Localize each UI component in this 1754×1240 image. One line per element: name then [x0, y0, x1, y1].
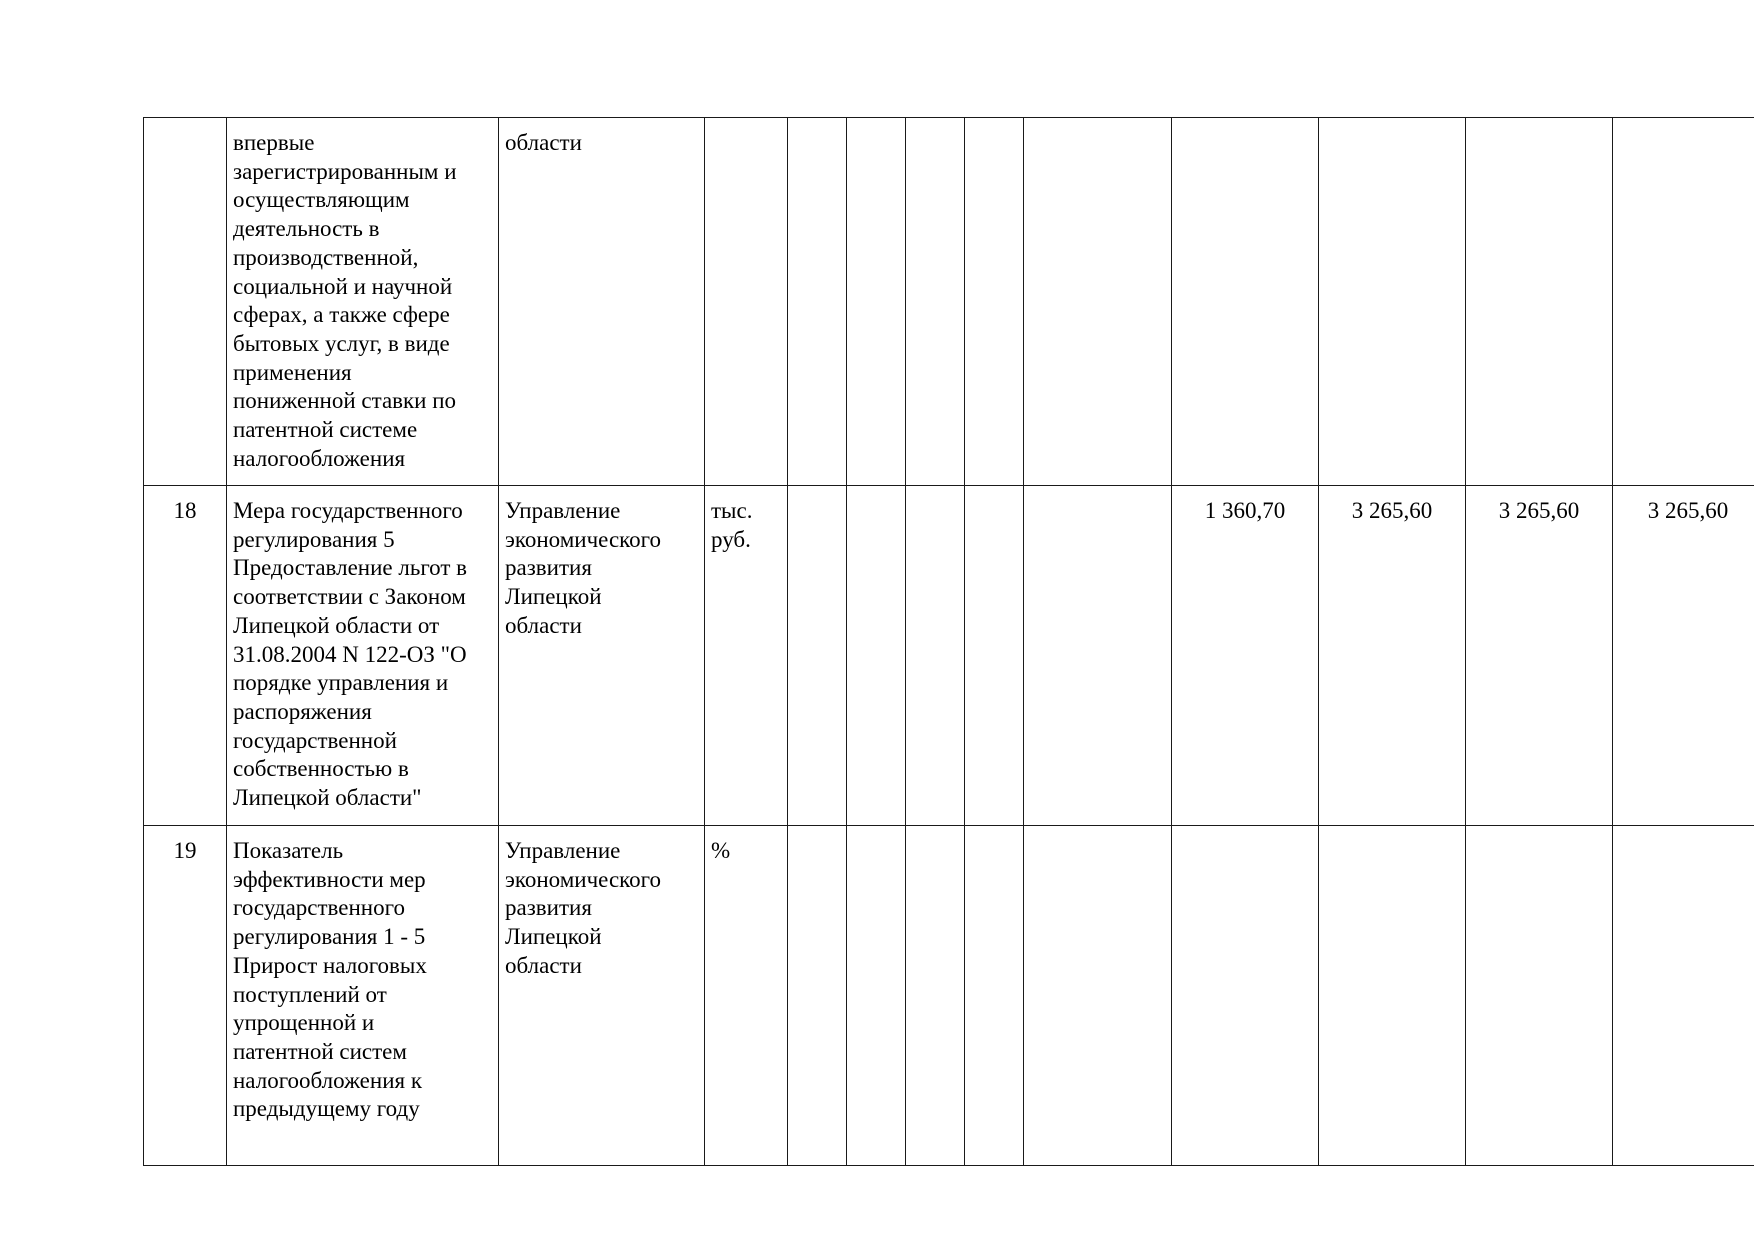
value-cell: [1319, 118, 1466, 486]
measure-name-line: распоряжения: [233, 698, 372, 724]
indicators-table: [143, 117, 1754, 1166]
measure-name-cell: [227, 826, 499, 1166]
measure-name-line: Предоставление льгот в: [233, 555, 468, 581]
measure-name-line: социальной и научной: [233, 273, 453, 299]
measure-name-line: порядке управления и: [233, 670, 449, 696]
responsible-line: области: [505, 612, 582, 638]
empty-cell: [847, 826, 906, 1166]
empty-cell: [906, 826, 965, 1166]
table-row: [144, 486, 1754, 826]
responsible-line: развития: [505, 895, 592, 921]
value-cell: 3 265,60: [1613, 486, 1754, 826]
responsible-line: Управление: [505, 838, 621, 863]
measure-name-line: Липецкой области": [233, 785, 422, 811]
unit-line: %: [711, 838, 731, 863]
measure-name-line: Липецкой области от: [233, 612, 440, 638]
measure-name-cell: [227, 486, 499, 826]
measure-name-line: пониженной ставки по: [233, 388, 457, 414]
empty-cell: [847, 118, 906, 486]
empty-cell: [847, 486, 906, 826]
value-cell: [1172, 826, 1319, 1166]
measure-name-cell: [227, 118, 499, 486]
measure-name-line: налогообложения: [233, 445, 406, 471]
empty-cell: [906, 486, 965, 826]
measure-name-line: патентной системе: [233, 417, 418, 443]
responsible-line: экономического: [505, 526, 662, 552]
unit-line: тыс.: [711, 498, 753, 523]
empty-cell: [788, 826, 847, 1166]
empty-cell: [788, 118, 847, 486]
empty-cell: [1024, 486, 1172, 826]
responsible-cell: [499, 826, 705, 1166]
measure-name-line: поступлений от: [233, 981, 387, 1007]
measure-name-line: государственной: [233, 727, 397, 753]
responsible-cell: [499, 118, 705, 486]
value-cell: 3 265,60: [1466, 486, 1613, 826]
empty-cell: [788, 486, 847, 826]
unit-cell: [705, 486, 788, 826]
measure-name-line: 31.08.2004 N 122-ОЗ "О: [233, 641, 467, 667]
value-cell: 3 265,60: [1319, 486, 1466, 826]
value-cell: [1613, 826, 1754, 1166]
measure-name-line: осуществляющим: [233, 187, 410, 213]
measure-name-line: бытовых услуг, в виде: [233, 330, 450, 356]
measure-name-line: соответствии с Законом: [233, 584, 466, 610]
value-cell: [1466, 826, 1613, 1166]
table-row: [144, 118, 1754, 486]
empty-cell: [965, 118, 1024, 486]
measure-name-line: регулирования 5: [233, 526, 395, 552]
measure-name-line: применения: [233, 359, 352, 385]
row-number-cell: 18: [144, 486, 227, 826]
measure-name-line: регулирования 1 - 5: [233, 924, 426, 950]
unit-cell: [705, 118, 788, 486]
measure-name-line: патентной систем: [233, 1038, 407, 1064]
measure-name-line: эффективности мер: [233, 866, 426, 892]
value-cell: [1319, 826, 1466, 1166]
empty-cell: [906, 118, 965, 486]
measure-name-line: упрощенной и: [233, 1010, 375, 1036]
measure-name-line: предыдущему году: [233, 1096, 420, 1122]
measure-name-line: производственной,: [233, 244, 419, 270]
empty-cell: [1024, 118, 1172, 486]
value-cell: [1613, 118, 1754, 486]
measure-name-line: Прирост налоговых: [233, 952, 427, 978]
unit-line: руб.: [711, 526, 751, 552]
measure-name-line: впервые: [233, 130, 315, 155]
responsible-line: области: [505, 952, 582, 978]
empty-cell: [965, 826, 1024, 1166]
table-row: [144, 826, 1754, 1166]
responsible-line: области: [505, 130, 582, 155]
value-cell: [1172, 118, 1319, 486]
unit-cell: [705, 826, 788, 1166]
value-cell: 1 360,70: [1172, 486, 1319, 826]
empty-cell: [1024, 826, 1172, 1166]
responsible-line: Липецкой: [505, 584, 602, 610]
responsible-line: Липецкой: [505, 924, 602, 950]
measure-name-line: зарегистрированным и: [233, 158, 457, 184]
responsible-line: развития: [505, 555, 592, 581]
row-number-cell: 19: [144, 826, 227, 1166]
measure-name-line: Мера государственного: [233, 498, 463, 523]
responsible-line: экономического: [505, 866, 662, 892]
measure-name-line: сферах, а также сфере: [233, 302, 450, 328]
measure-name-line: налогообложения к: [233, 1067, 423, 1093]
value-cell: [1466, 118, 1613, 486]
empty-cell: [965, 486, 1024, 826]
row-number-cell: [144, 118, 227, 486]
measure-name-line: государственного: [233, 895, 405, 921]
measure-name-line: собственностью в: [233, 756, 409, 782]
measure-name-line: деятельность в: [233, 216, 380, 242]
measure-name-line: Показатель: [233, 838, 344, 863]
responsible-line: Управление: [505, 498, 621, 523]
responsible-cell: [499, 486, 705, 826]
